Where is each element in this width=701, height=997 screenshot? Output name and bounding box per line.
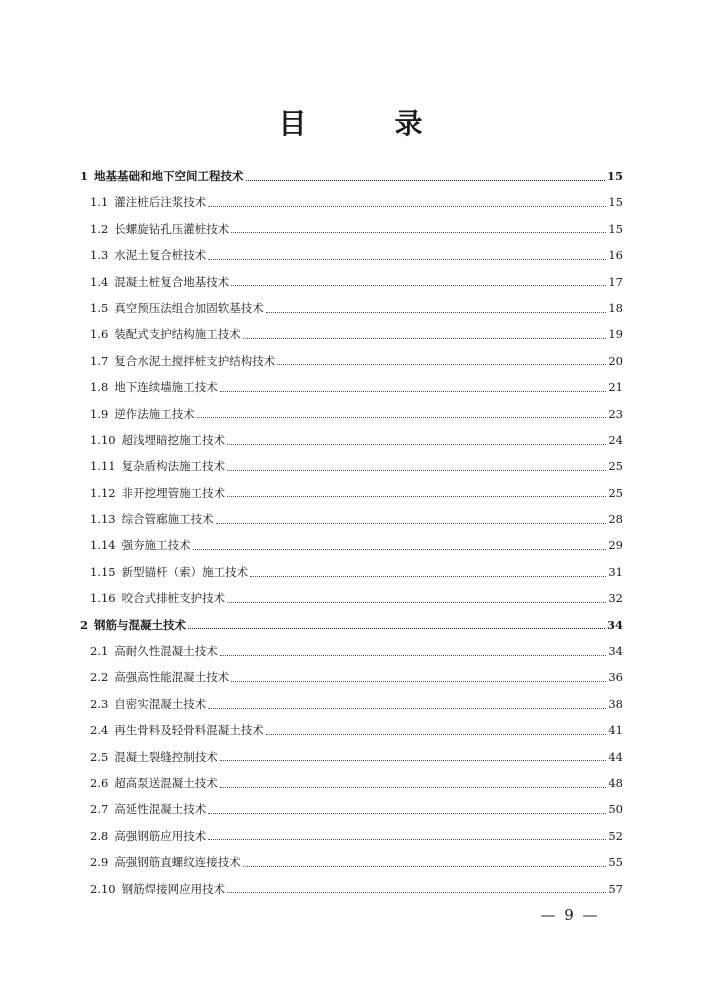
toc-entry-title: 咬合式排桩支护技术 [121,591,226,606]
toc-entry-page: 18 [608,300,623,315]
toc-entry-number: 1.16 [90,591,116,606]
toc-entry-number: 2.2 [90,670,109,685]
toc-entry-title: 非开挖埋管施工技术 [121,485,226,500]
toc-entry-page: 20 [608,353,623,368]
toc-entry-number: 1.10 [90,432,116,447]
toc-entry-number: 2.7 [90,802,109,817]
toc-dot-leader [246,180,605,181]
toc-entry-title: 钢筋与混凝土技术 [94,617,187,632]
toc-entry-title: 超高泵送混凝土技术 [114,775,218,790]
toc-entry-number: 2.3 [90,696,109,711]
toc-section-entry[interactable] [80,691,623,717]
toc-dot-leader [231,232,606,233]
toc-dot-leader [227,602,606,603]
toc-entry-number: 1.2 [90,221,109,236]
toc-section-entry[interactable] [80,427,623,453]
toc-entry-page: 25 [608,459,623,474]
toc-section-entry[interactable] [80,374,623,400]
toc-dot-leader [220,787,607,788]
toc-entry-title: 超浅埋暗挖施工技术 [121,432,226,447]
toc-entry-page: 24 [608,432,623,447]
toc-entry-page: 38 [608,696,623,711]
toc-entry-title: 高强钢筋应用技术 [114,828,207,843]
toc-entry-number: 1.12 [90,485,116,500]
toc-dot-leader [220,391,607,392]
toc-entry-number: 1.8 [90,380,109,395]
toc-entry-title: 复杂盾构法施工技术 [121,459,226,474]
toc-entry-page: 32 [608,591,623,606]
toc-chapter-entry[interactable] [80,612,623,638]
toc-entry-page: 44 [608,749,623,764]
toc-dot-leader [266,312,607,313]
toc-dot-leader [208,206,606,207]
toc-entry-page: 28 [608,512,623,527]
page-title: 目 录 [278,107,453,140]
toc-entry-page: 15 [606,169,623,183]
toc-entry-number: 1.9 [90,406,109,421]
toc-dot-leader [250,576,606,577]
toc-entry-page: 21 [608,380,623,395]
toc-dot-leader [208,259,606,260]
toc-section-entry[interactable] [80,453,623,479]
toc-dot-leader [231,681,606,682]
toc-dot-leader [188,628,605,629]
toc-entry-page: 15 [608,221,623,236]
toc-entry-title: 地基基础和地下空间工程技术 [94,169,244,183]
toc-section-entry[interactable] [80,876,623,902]
toc-entry-title: 混凝土裂缝控制技术 [114,749,218,764]
toc-entry-page: 29 [608,538,623,553]
toc-entry-number: 1.4 [90,274,109,289]
toc-entry-number: 2.6 [90,775,109,790]
toc-entry-title: 新型锚杆（索）施工技术 [121,564,249,579]
toc-section-entry[interactable] [80,321,623,347]
toc-entry-title: 强夯施工技术 [121,538,191,553]
toc-section-entry[interactable] [80,269,623,295]
toc-dot-leader [220,655,607,656]
toc-entry-page: 50 [608,802,623,817]
toc-entry-page: 25 [608,485,623,500]
toc-section-entry[interactable] [80,664,623,690]
toc-dot-leader [227,470,606,471]
toc-chapter-entry[interactable] [80,163,623,189]
toc-entry-title: 长螺旋钻孔压灌桩技术 [114,221,230,236]
toc-entry-title: 真空预压法组合加固软基技术 [114,300,264,315]
toc-entry-page: 48 [608,775,623,790]
toc-entry-title: 综合管廊施工技术 [121,512,214,527]
toc-entry-page: 15 [608,195,623,210]
toc-entry-number: 1.1 [90,195,109,210]
toc-section-entry[interactable] [80,585,623,611]
toc-entry-number: 2.4 [90,723,109,738]
toc-dot-leader [227,892,606,893]
toc-entry-number: 1.3 [90,248,109,263]
toc-dot-leader [243,866,607,867]
toc-entry-number: 1.15 [90,564,116,579]
toc-section-entry[interactable] [80,532,623,558]
toc-section-entry[interactable] [80,348,623,374]
toc-entry-number: 2 [80,617,89,632]
toc-entry-page: 19 [608,327,623,342]
toc-entry-page: 36 [608,670,623,685]
toc-section-entry[interactable] [80,823,623,849]
toc-entry-number: 1.13 [90,512,116,527]
toc-section-entry[interactable] [80,849,623,875]
toc-entry-title: 高耐久性混凝土技术 [114,644,218,659]
toc-dot-leader [208,813,606,814]
toc-dot-leader [231,285,606,286]
toc-entry-title: 再生骨料及轻骨料混凝土技术 [114,723,264,738]
toc-entry-number: 2.8 [90,828,109,843]
toc-entry-number: 1 [80,169,89,183]
toc-section-entry[interactable] [80,796,623,822]
toc-dot-leader [220,760,607,761]
toc-entry-title: 装配式支护结构施工技术 [114,327,241,342]
toc-section-entry[interactable] [80,216,623,242]
toc-section-entry[interactable] [80,638,623,664]
toc-section-entry[interactable] [80,295,623,321]
toc-dot-leader [193,549,607,550]
toc-entry-number: 2.9 [90,855,109,870]
toc-dot-leader [227,496,606,497]
toc-section-entry[interactable] [80,744,623,770]
toc-entry-page: 55 [608,855,623,870]
toc-dot-leader [243,338,607,339]
toc-section-entry[interactable] [80,506,623,532]
toc-entry-title: 混凝土桩复合地基技术 [114,274,230,289]
toc-dot-leader [227,444,606,445]
toc-entry-title: 高强钢筋直螺纹连接技术 [114,855,241,870]
toc-entry-page: 23 [608,406,623,421]
toc-entry-title: 灌注桩后注浆技术 [114,195,207,210]
toc-section-entry[interactable] [80,242,623,268]
toc-entry-number: 1.5 [90,300,109,315]
toc-dot-leader [208,708,606,709]
toc-section-entry[interactable] [80,189,623,215]
toc-entry-number: 1.7 [90,353,109,368]
toc-entry-page: 34 [608,644,623,659]
toc-section-entry[interactable] [80,480,623,506]
toc-entry-page: 41 [608,723,623,738]
toc-section-entry[interactable] [80,770,623,796]
toc-entry-page: 31 [608,564,623,579]
toc-entry-title: 钢筋焊接网应用技术 [121,881,226,896]
toc-entry-number: 2.5 [90,749,109,764]
toc-dot-leader [266,734,607,735]
toc-section-entry[interactable] [80,717,623,743]
toc-entry-page: 52 [608,828,623,843]
toc-entry-title: 逆作法施工技术 [114,406,195,421]
toc-entry-page: 57 [608,881,623,896]
toc-section-entry[interactable] [80,559,623,585]
toc-entry-title: 地下连续墙施工技术 [114,380,218,395]
toc-dot-leader [216,523,607,524]
toc-entry-page: 16 [608,248,623,263]
toc-entry-number: 1.6 [90,327,109,342]
table-of-contents [80,163,623,902]
toc-entry-title: 复合水泥土搅拌桩支护结构技术 [114,353,276,368]
toc-entry-page: 34 [606,617,623,632]
page-number: — 9 — [540,906,600,924]
toc-entry-title: 高强高性能混凝土技术 [114,670,230,685]
toc-dot-leader [197,417,607,418]
toc-entry-number: 2.1 [90,644,109,659]
toc-section-entry[interactable] [80,401,623,427]
toc-entry-number: 1.11 [90,459,116,474]
toc-entry-number: 2.10 [90,881,116,896]
toc-dot-leader [208,839,606,840]
toc-entry-title: 高延性混凝土技术 [114,802,207,817]
toc-dot-leader [277,364,606,365]
toc-entry-title: 水泥土复合桩技术 [114,248,207,263]
toc-entry-page: 17 [608,274,623,289]
toc-entry-title: 自密实混凝土技术 [114,696,207,711]
toc-entry-number: 1.14 [90,538,116,553]
